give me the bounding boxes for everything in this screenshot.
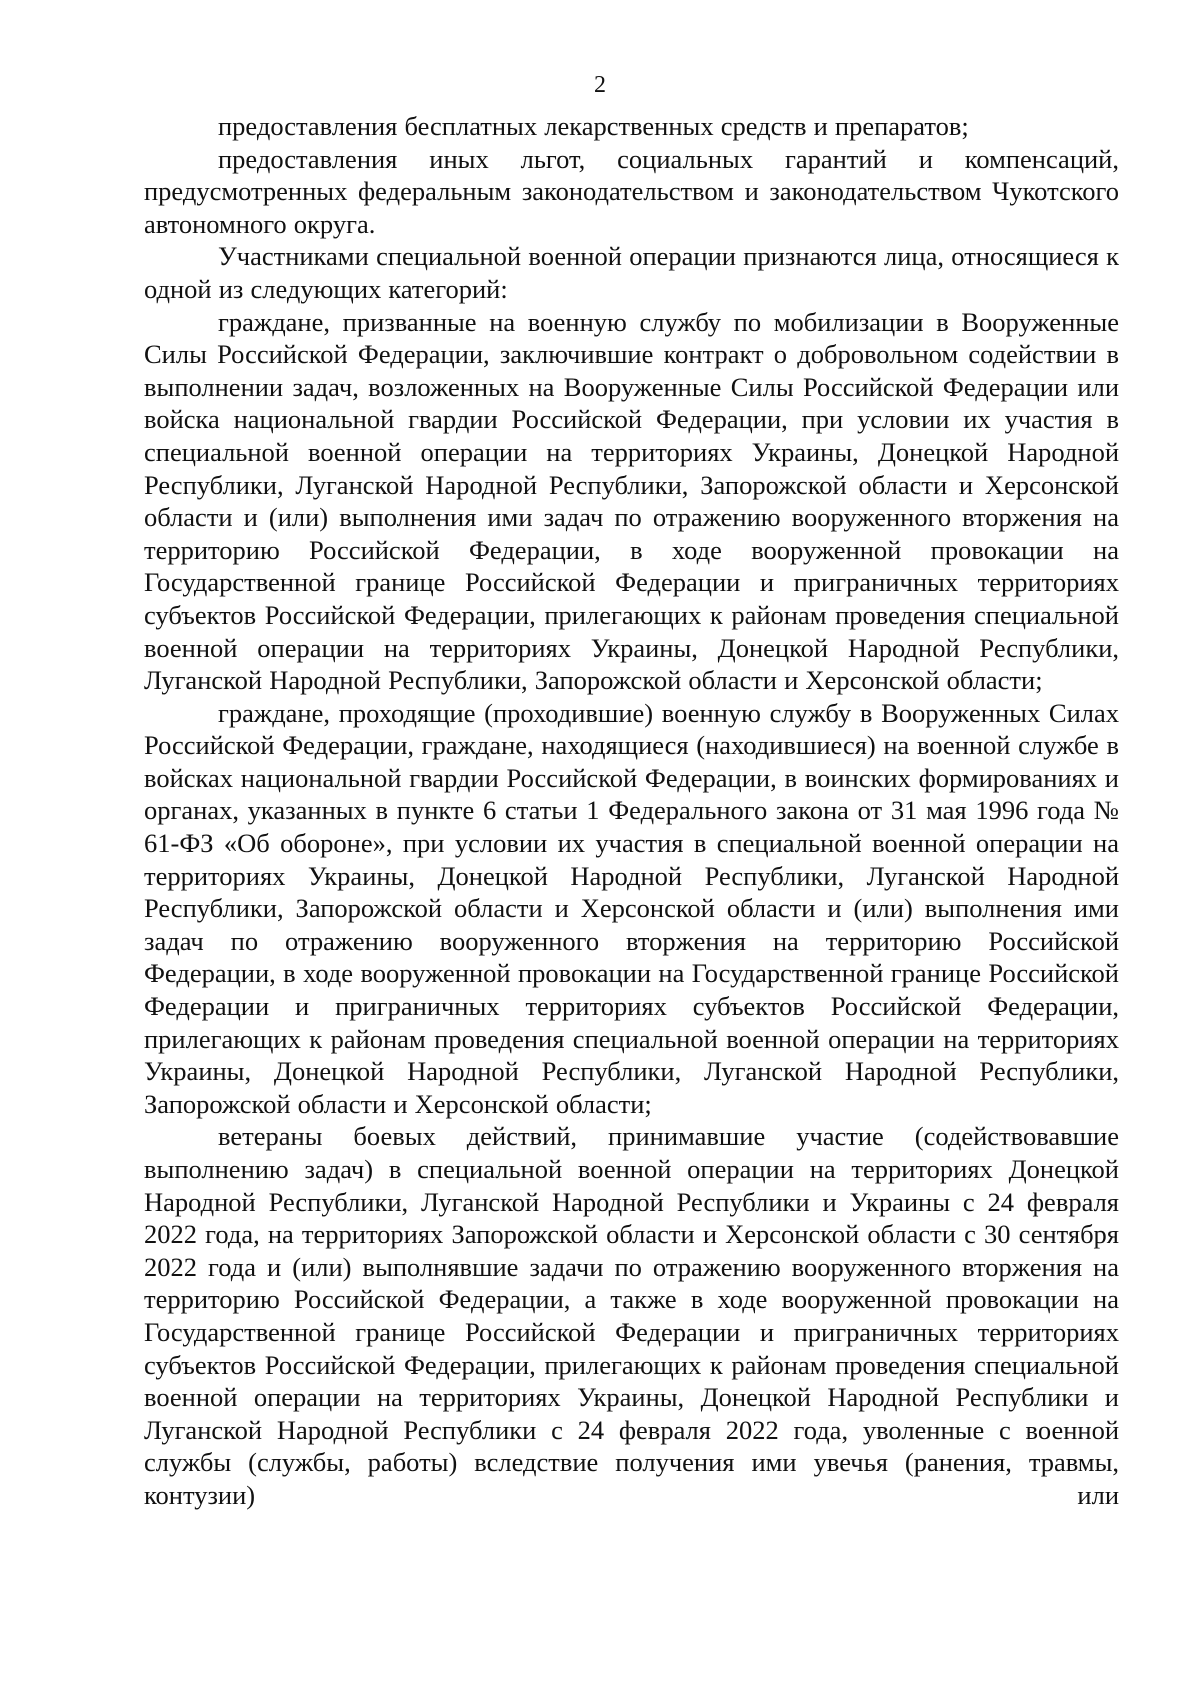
paragraph-mobilized-citizens: граждане, призванные на военную службу по мобилизации в Вооруженные Силы Российской Федерации, заключившие контракт о добровольном содействии в выполнении задач, возложенных на Вооруженные Силы Российской Федерации или войска национальной гвардии Российской Федерации, при условии их участия в специальной военной операции на территориях Украины, Донецкой Народной Республики, Луганской Народной Республики, Запорожской области и Херсонской области и (или) выполнения ими задач по отражению вооруженного вторжения на территорию Российской Федерации, в ходе вооруженной провокации на Государственной границе Российской Федерации и приграничных территориях субъектов Российской Федерации, прилегающих к районам проведения специальной военной операции на территориях Украины, Донецкой Народной Республики, Луганской Народной Республики, Запорожской области и Херсонской области; [144,306,1119,696]
paragraph-combat-veterans: ветераны боевых действий, принимавшие участие (содействовавшие выполнению задач) в специальной военной операции на территориях Донецкой Народной Республики, Луганской Народной Республики и Украины с 24 февраля 2022 года, на территориях Запорожской области и Херсонской области с 30 сентября 2022 года и (или) выполнявшие задачи по отражению вооруженного вторжения на территорию Российской Федерации, а также в ходе вооруженной провокации на Государственной границе Российской Федерации и приграничных территориях субъектов Российской Федерации, прилегающих к районам проведения специальной военной операции на территориях Украины, Донецкой Народной Республики и Луганской Народной Республики с 24 февраля 2022 года, уволенные с военной службы (службы, работы) вследствие получения ими увечья (ранения, травмы, контузии) или [144,1121,1119,1510]
document-body [144,110,1119,1512]
page-number: 2 [594,72,606,98]
paragraph-participants-definition: Участниками специальной военной операции признаются лица, относящиеся к одной из следующих категорий: [144,241,1119,304]
paragraph-serving-citizens: граждане, проходящие (проходившие) военную службу в Вооруженных Силах Российской Федерации, граждане, находящиеся (находившиеся) на военной службе в войсках национальной гвардии Российской Федерации, в воинских формированиях и органах, указанных в пункте 6 статьи 1 Федерального закона от 31 мая 1996 года № 61-ФЗ «Об обороне», при условии их участия в специальной военной операции на территориях Украины, Донецкой Народной Республики, Луганской Народной Республики, Запорожской области и Херсонской области и (или) выполнения ими задач по отражению вооруженного вторжения на территорию Российской Федерации, в ходе вооруженной провокации на Государственной границе Российской Федерации и приграничных территориях субъектов Российской Федерации, прилегающих к районам проведения специальной военной операции на территориях Украины, Донецкой Народной Республики, Луганской Народной Республики, Запорожской области и Херсонской области; [144,697,1119,1119]
paragraph-free-medicines: предоставления бесплатных лекарственных средств и препаратов; [218,111,969,141]
paragraph-other-benefits: предоставления иных льгот, социальных гарантий и компенсаций, предусмотренных федеральным законодательством и законодательством Чукотского автономного округа. [144,143,1119,239]
